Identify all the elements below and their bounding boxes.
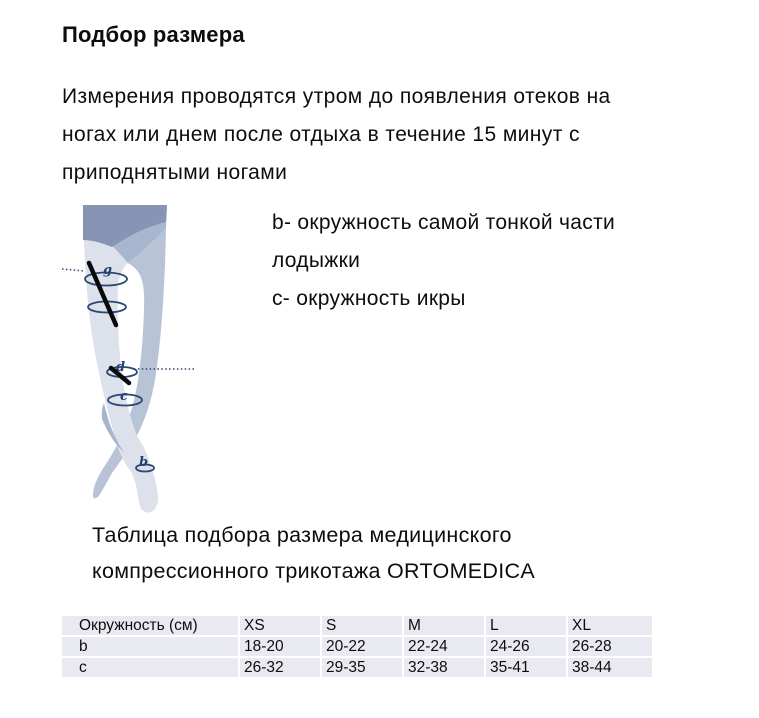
cell-c-xl: 38-44 [567, 657, 653, 678]
ring-label-b: b [139, 455, 149, 470]
legs-measurement-figure [55, 193, 255, 523]
cell-b-xs: 18-20 [239, 636, 321, 657]
size-table-header-row [61, 615, 653, 636]
cell-c-m: 32-38 [403, 657, 485, 678]
ring-label-d: d [116, 360, 126, 375]
ring-label-g: g [103, 263, 113, 278]
measurement-legend [272, 204, 615, 318]
size-table [60, 614, 654, 679]
cell-c-l: 35-41 [485, 657, 567, 678]
size-table-title [92, 517, 535, 589]
legend-line: лодыжки [272, 249, 361, 272]
row-label: c [61, 657, 239, 678]
cell-c-xs: 26-32 [239, 657, 321, 678]
intro-line: приподнятыми ногами [62, 161, 288, 184]
intro-paragraph [62, 78, 611, 192]
legend-line: c- окружность икры [272, 287, 466, 310]
cell-c-s: 29-35 [321, 657, 403, 678]
cell-b-s: 20-22 [321, 636, 403, 657]
col-header-m: M [403, 615, 485, 636]
row-label: b [61, 636, 239, 657]
col-header-xl: XL [567, 615, 653, 636]
size-table-title-line: Таблица подбора размера медицинского [92, 523, 512, 547]
legs-illustration [55, 193, 255, 523]
col-header-circumference: Окружность (см) [61, 615, 239, 636]
cell-b-m: 22-24 [403, 636, 485, 657]
ring-label-c: c [120, 389, 128, 404]
col-header-l: L [485, 615, 567, 636]
intro-line: ногах или днем после отдыха в течение 15 минут с [62, 123, 580, 146]
page-title: Подбор размера [62, 22, 245, 47]
table-row-c [61, 657, 653, 678]
size-table-title-line: компрессионного трикотажа ORTOMEDICA [92, 559, 535, 583]
table-row-b [61, 636, 653, 657]
dotted-pointer-left [62, 269, 85, 271]
legend-line: b- окружность самой тонкой части [272, 211, 616, 234]
intro-line: Измерения проводятся утром до появления отеков на [62, 85, 611, 108]
col-header-s: S [321, 615, 403, 636]
cell-b-xl: 26-28 [567, 636, 653, 657]
cell-b-l: 24-26 [485, 636, 567, 657]
col-header-xs: XS [239, 615, 321, 636]
